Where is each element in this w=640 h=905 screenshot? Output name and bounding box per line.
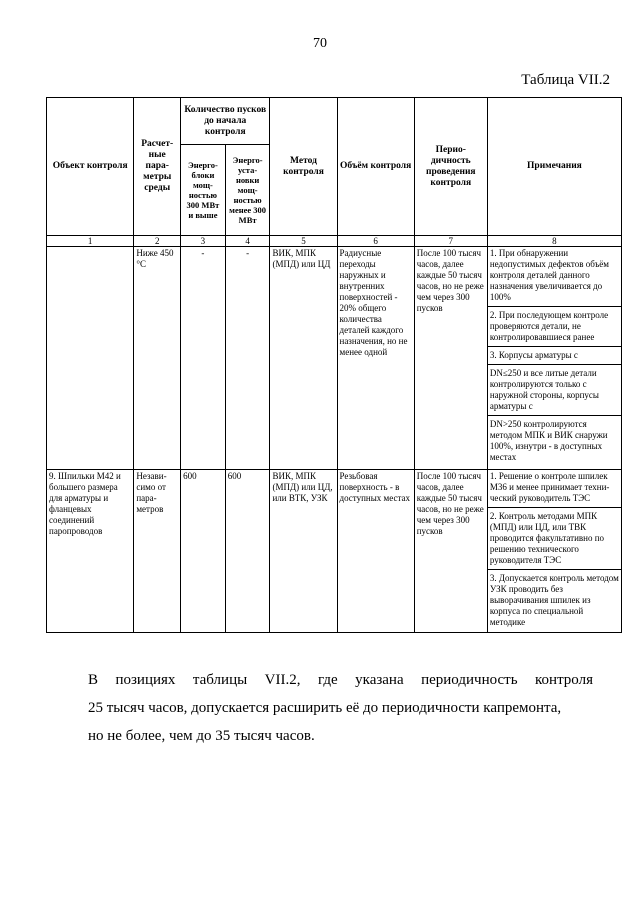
inspection-table xyxy=(46,97,622,633)
header-object: Объект контроля xyxy=(47,98,134,236)
header-energy-blocks: Энерго-блоки мощ-ностью 300 МВт и выше xyxy=(181,145,226,236)
note-item: 2. При последующем контроле проверяются детали, не контролировавшиеся ранее xyxy=(488,310,621,347)
page-number: 70 xyxy=(313,36,327,51)
cell-notes xyxy=(487,247,621,470)
cell-periodicity: После 100 тысяч часов, далее каждые 50 тысяч часов, но не реже чем через 300 пусков xyxy=(414,247,487,470)
cell-units: 600 xyxy=(225,470,270,633)
cell-method: ВИК, МПК (МПД) или ЦД xyxy=(270,247,337,470)
column-number: 5 xyxy=(270,236,337,247)
header-energy-units: Энерго-уста-новки мощ-ностью менее 300 МВт xyxy=(225,145,270,236)
column-number: 4 xyxy=(225,236,270,247)
column-number: 1 xyxy=(47,236,134,247)
header-notes: Примечания xyxy=(487,98,621,236)
note-item: 3. Допускается контроль методом УЗК проводить без выворачивания шпилек из корпуса по специальной методике xyxy=(489,573,619,627)
note-item: 1. При обнаружении недопустимых дефектов объём контроля деталей данного назначения увеличивается до 100% xyxy=(488,248,621,307)
cell-notes xyxy=(487,470,621,633)
header-periodicity: Перио-дичность проведения контроля xyxy=(414,98,487,236)
note-item: 2. Контроль методами МПК (МПД) или ЦД, или ТВК проводится факультативно по решению технического руководителя ТЭС xyxy=(488,511,621,570)
cell-volume: Радиусные переходы наружных и внутренних поверхностей - 20% общего количества деталей каждого назначения, но не менее одной xyxy=(337,247,414,470)
footer-paragraph xyxy=(88,666,593,750)
cell-params: Ниже 450 °С xyxy=(134,247,181,470)
column-number: 2 xyxy=(134,236,181,247)
cell-blocks: - xyxy=(181,247,226,470)
cell-object xyxy=(47,247,134,470)
cell-blocks: 600 xyxy=(181,470,226,633)
footer-line: В позициях таблицы VII.2, где указана периодичность контроля xyxy=(88,672,593,688)
cell-volume: Резьбовая поверхность - в доступных местах xyxy=(337,470,414,633)
table-row xyxy=(47,470,622,633)
cell-object: 9. Шпильки М42 и большего размера для арматуры и фланцевых соединений паропроводов xyxy=(47,470,134,633)
note-item: DN≤250 и все литые детали контролируются только с наружной стороны, корпусы арматуры с xyxy=(488,368,621,416)
table-title: Таблица VII.2 xyxy=(521,72,610,88)
cell-method: ВИК, МПК (МПД) или ЦД, или ВТК, УЗК xyxy=(270,470,337,633)
cell-params: Незави-симо от пара-метров xyxy=(134,470,181,633)
column-number: 6 xyxy=(337,236,414,247)
footer-line: но не более, чем до 35 тысяч часов. xyxy=(88,728,315,744)
note-item: 1. Решение о контроле шпилек М36 и менее принимает техни-ческий руководитель ТЭС xyxy=(488,471,621,508)
cell-periodicity: После 100 тысяч часов, далее каждые 50 тысяч часов, но не реже чем через 300 пусков xyxy=(414,470,487,633)
table-row xyxy=(47,247,622,470)
note-item: DN>250 контролируются методом МПК и ВИК снаружи 100%, изнутри - в доступных местах xyxy=(489,419,608,462)
header-row xyxy=(47,98,622,145)
header-starts-group: Количество пусков до начала контроля xyxy=(181,98,270,145)
note-item: 3. Корпусы арматуры с xyxy=(488,350,621,365)
column-numbers-row xyxy=(47,236,622,247)
column-number: 8 xyxy=(487,236,621,247)
cell-units: - xyxy=(225,247,270,470)
footer-line: 25 тысяч часов, допускается расширить её до периодичности капремонта, xyxy=(88,700,562,716)
column-number: 3 xyxy=(181,236,226,247)
header-method: Метод контроля xyxy=(270,98,337,236)
header-params: Расчет-ные пара-метры среды xyxy=(134,98,181,236)
column-number: 7 xyxy=(414,236,487,247)
header-volume: Объём контроля xyxy=(337,98,414,236)
